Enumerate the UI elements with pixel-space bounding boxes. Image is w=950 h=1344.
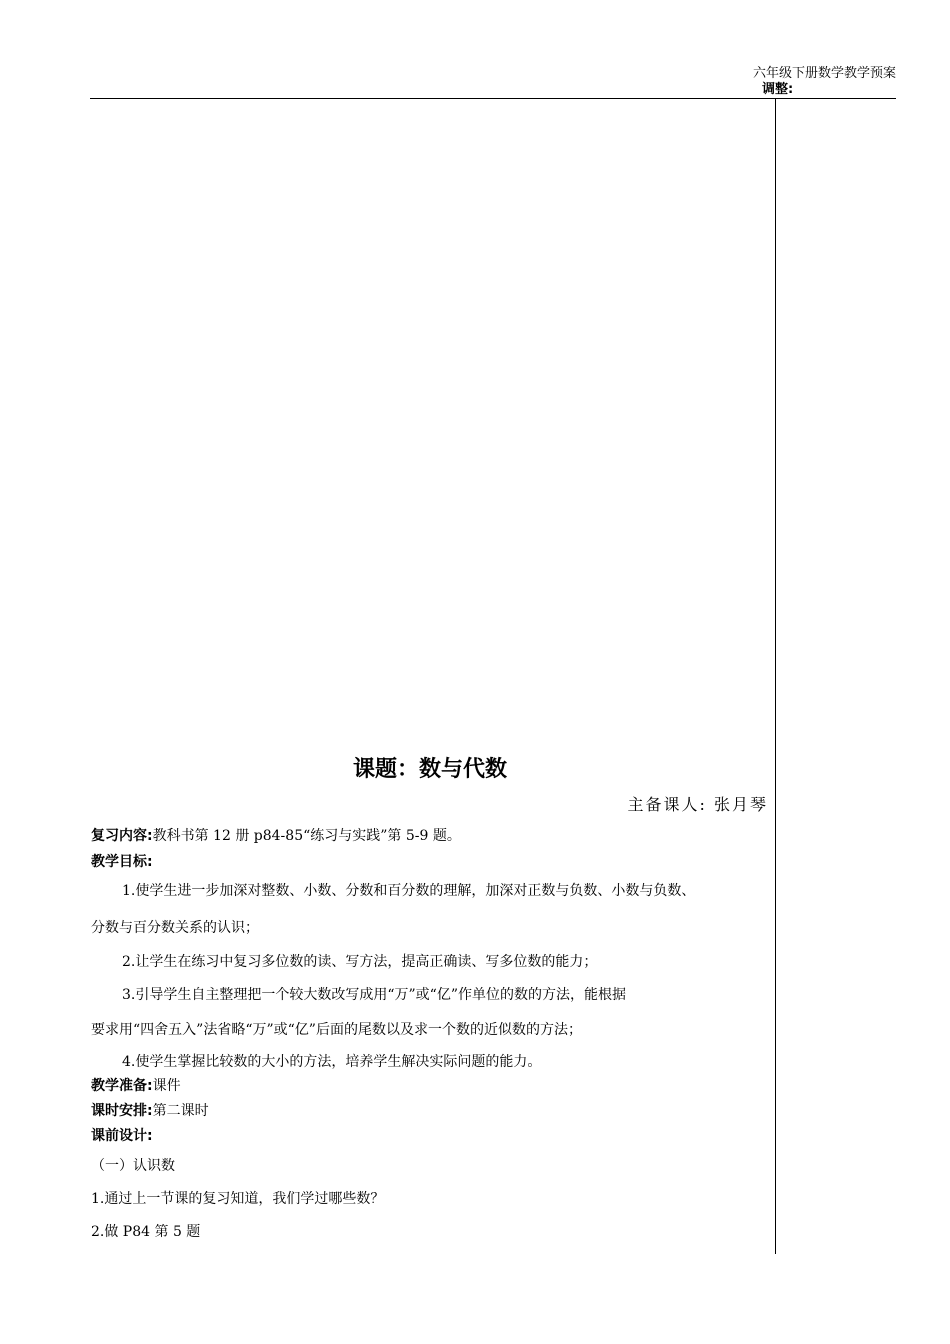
schedule-label: 课时安排: (91, 1103, 153, 1119)
margin-divider (775, 98, 776, 1254)
adjust-label: 调整: (762, 82, 794, 97)
header-title: 六年级下册数学教学预案 (752, 66, 896, 81)
review-content-label: 复习内容: (91, 828, 153, 844)
lesson-title: 课题：数与代数 (352, 757, 507, 782)
review-content-text: 教科书第 12 册 p84-85“练习与实践”第 5-9 题。 (152, 828, 461, 844)
preparation-line (91, 1076, 181, 1096)
preparation-label: 教学准备: (91, 1078, 153, 1094)
objective-3-line-1: 3.引导学生自主整理把一个较大数改写成用“万”或“亿”作单位的数的方法，能根据 (122, 987, 626, 1003)
pre-class-design-label: 课前设计: (91, 1128, 153, 1144)
objective-3-line-2: 要求用“四舍五入”法省略“万”或“亿”后面的尾数以及求一个数的近似数的方法； (91, 1022, 582, 1038)
objective-1-line-1: 1.使学生进一步加深对整数、小数、分数和百分数的理解，加深对正数与负数、小数与负数、 (122, 883, 696, 899)
review-content-line (91, 826, 461, 846)
objective-1-line-2: 分数与百分数关系的认识； (91, 920, 259, 936)
schedule-line (91, 1101, 209, 1121)
design-step-2: 2.做 P84 第 5 题 (91, 1224, 201, 1240)
objective-2: 2.让学生在练习中复习多位数的读、写方法，提高正确读、写多位数的能力； (122, 954, 598, 970)
schedule-text: 第二课时 (152, 1103, 209, 1119)
section-recognize-numbers: （一）认识数 (91, 1158, 175, 1174)
objective-4: 4.使学生掌握比较数的大小的方法，培养学生解决实际问题的能力。 (122, 1054, 542, 1070)
objectives-label: 教学目标: (91, 854, 153, 870)
design-step-1: 1.通过上一节课的复习知道，我们学过哪些数？ (91, 1191, 385, 1207)
pre-class-design-heading (91, 1126, 153, 1146)
lesson-preparer: 主备课人: 张月琴 (627, 795, 768, 814)
objectives-heading (91, 852, 153, 872)
preparation-text: 课件 (152, 1078, 181, 1094)
